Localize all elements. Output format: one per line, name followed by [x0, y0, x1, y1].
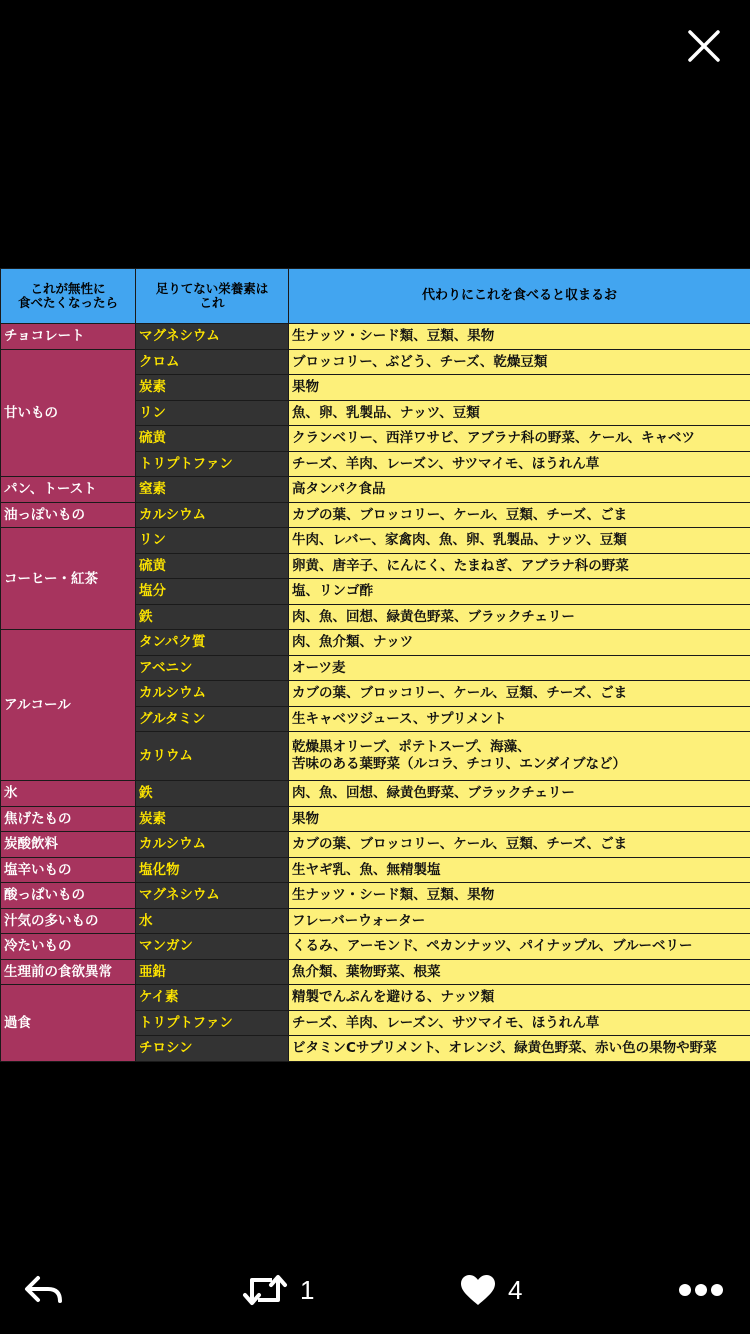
food-cell	[289, 732, 750, 781]
heart-icon	[460, 1274, 496, 1306]
food-cell: カブの葉、ブロッコリー、ケール、豆類、チーズ、ごま	[289, 681, 750, 707]
food-cell: クランベリー、西洋ワサビ、アブラナ科の野菜、ケール、キャベツ	[289, 426, 750, 452]
table-row	[1, 324, 750, 350]
table-row	[1, 832, 750, 858]
food-text: 乾燥黒オリーブ、ポテトスープ、海藻、 苦味のある葉野菜（ルコラ、チコリ、エンダイブなど）	[292, 739, 626, 772]
nutrient-cell: 窒素	[136, 477, 289, 503]
nutrient-cell: 鉄	[136, 604, 289, 630]
food-cell: 肉、魚、回想、緑黄色野菜、ブラックチェリー	[289, 604, 750, 630]
food-cell: 果物	[289, 375, 750, 401]
craving-cell: 汁気の多いもの	[1, 908, 136, 934]
food-cell: 塩、リンゴ酢	[289, 579, 750, 605]
food-cell: 生キャベツジュース、サプリメント	[289, 706, 750, 732]
nutrient-cell: 炭素	[136, 806, 289, 832]
nutrient-cell: トリプトファン	[136, 451, 289, 477]
craving-cell: パン、トースト	[1, 477, 136, 503]
food-cell: 精製でんぷんを避ける、ナッツ類	[289, 985, 750, 1011]
craving-cell: アルコール	[1, 630, 136, 781]
table-row	[1, 806, 750, 832]
header-nutrient: 足りてない栄養素は これ	[136, 269, 289, 324]
like-button[interactable]	[460, 1262, 522, 1318]
craving-cell: 甘いもの	[1, 349, 136, 477]
nutrient-cell: マグネシウム	[136, 883, 289, 909]
craving-cell: 過食	[1, 985, 136, 1062]
food-cell: 肉、魚、回想、緑黄色野菜、ブラックチェリー	[289, 781, 750, 807]
nutrient-cell: カルシウム	[136, 681, 289, 707]
table-row	[1, 908, 750, 934]
retweet-count: 1	[300, 1274, 315, 1305]
nutrient-cell: 水	[136, 908, 289, 934]
food-cell: カブの葉、ブロッコリー、ケール、豆類、チーズ、ごま	[289, 832, 750, 858]
nutrient-cell: 鉄	[136, 781, 289, 807]
nutrient-cell: グルタミン	[136, 706, 289, 732]
table-row	[1, 883, 750, 909]
tweet-image[interactable]	[0, 268, 750, 1065]
nutrient-cell: リン	[136, 400, 289, 426]
table-row	[1, 349, 750, 375]
nutrient-cell: ケイ素	[136, 985, 289, 1011]
food-cell: ブロッコリー、ぶどう、チーズ、乾燥豆類	[289, 349, 750, 375]
nutrient-cell: クロム	[136, 349, 289, 375]
food-cell: 牛肉、レバー、家禽肉、魚、卵、乳製品、ナッツ、豆類	[289, 528, 750, 554]
table-row	[1, 477, 750, 503]
craving-cell: 炭酸飲料	[1, 832, 136, 858]
table-row	[1, 985, 750, 1011]
nutrient-cell: 塩分	[136, 579, 289, 605]
table-row	[1, 934, 750, 960]
food-cell: 高タンパク食品	[289, 477, 750, 503]
nutrient-cell: アベニン	[136, 655, 289, 681]
reply-icon	[24, 1274, 64, 1306]
food-cell: くるみ、アーモンド、ペカンナッツ、パイナップル、ブルーベリー	[289, 934, 750, 960]
craving-cell: 氷	[1, 781, 136, 807]
nutrition-table	[0, 268, 750, 1062]
nutrient-cell: タンパク質	[136, 630, 289, 656]
nutrient-cell: トリプトファン	[136, 1010, 289, 1036]
nutrient-cell: 硫黄	[136, 553, 289, 579]
craving-cell: 塩辛いもの	[1, 857, 136, 883]
table-row	[1, 781, 750, 807]
nutrient-cell: カリウム	[136, 732, 289, 781]
craving-cell: 油っぽいもの	[1, 502, 136, 528]
table-row	[1, 857, 750, 883]
nutrient-cell: カルシウム	[136, 502, 289, 528]
table-row	[1, 502, 750, 528]
nutrient-cell: 硫黄	[136, 426, 289, 452]
like-count: 4	[508, 1274, 523, 1305]
close-button[interactable]	[680, 22, 728, 70]
food-cell: 生ヤギ乳、魚、無精製塩	[289, 857, 750, 883]
table-row	[1, 959, 750, 985]
table-row	[1, 528, 750, 554]
nutrient-cell: マグネシウム	[136, 324, 289, 350]
close-icon	[687, 29, 721, 63]
header-food: 代わりにこれを食べると収まるお	[289, 269, 750, 324]
craving-cell: チョコレート	[1, 324, 136, 350]
food-cell: 魚、卵、乳製品、ナッツ、豆類	[289, 400, 750, 426]
food-cell: フレーバーウォーター	[289, 908, 750, 934]
food-cell: 生ナッツ・シード類、豆類、果物	[289, 324, 750, 350]
food-cell: チーズ、羊肉、レーズン、サツマイモ、ほうれん草	[289, 451, 750, 477]
retweet-button[interactable]	[242, 1262, 314, 1318]
food-cell: 卵黄、唐辛子、にんにく、たまねぎ、アブラナ科の野菜	[289, 553, 750, 579]
more-icon	[678, 1283, 724, 1297]
food-cell: 魚介類、葉物野菜、根菜	[289, 959, 750, 985]
craving-cell: 酸っぱいもの	[1, 883, 136, 909]
nutrient-cell: マンガン	[136, 934, 289, 960]
food-cell: 果物	[289, 806, 750, 832]
craving-cell: コーヒー・紅茶	[1, 528, 136, 630]
craving-cell: 焦げたもの	[1, 806, 136, 832]
food-cell: 肉、魚介類、ナッツ	[289, 630, 750, 656]
table-row	[1, 630, 750, 656]
craving-cell: 生理前の食欲異常	[1, 959, 136, 985]
nutrient-cell: チロシン	[136, 1036, 289, 1062]
food-cell: カブの葉、ブロッコリー、ケール、豆類、チーズ、ごま	[289, 502, 750, 528]
retweet-icon	[242, 1273, 288, 1307]
food-cell: オーツ麦	[289, 655, 750, 681]
reply-button[interactable]	[24, 1262, 64, 1318]
craving-cell: 冷たいもの	[1, 934, 136, 960]
nutrient-cell: 炭素	[136, 375, 289, 401]
header-craving: これが無性に 食べたくなったら	[1, 269, 136, 324]
more-button[interactable]	[678, 1262, 724, 1318]
food-cell: ビタミンCサプリメント、オレンジ、緑黄色野菜、赤い色の果物や野菜	[289, 1036, 750, 1062]
food-cell: チーズ、羊肉、レーズン、サツマイモ、ほうれん草	[289, 1010, 750, 1036]
food-cell: 生ナッツ・シード類、豆類、果物	[289, 883, 750, 909]
nutrient-cell: 塩化物	[136, 857, 289, 883]
nutrient-cell: カルシウム	[136, 832, 289, 858]
nutrient-cell: リン	[136, 528, 289, 554]
nutrient-cell: 亜鉛	[136, 959, 289, 985]
action-bar	[0, 1262, 750, 1318]
